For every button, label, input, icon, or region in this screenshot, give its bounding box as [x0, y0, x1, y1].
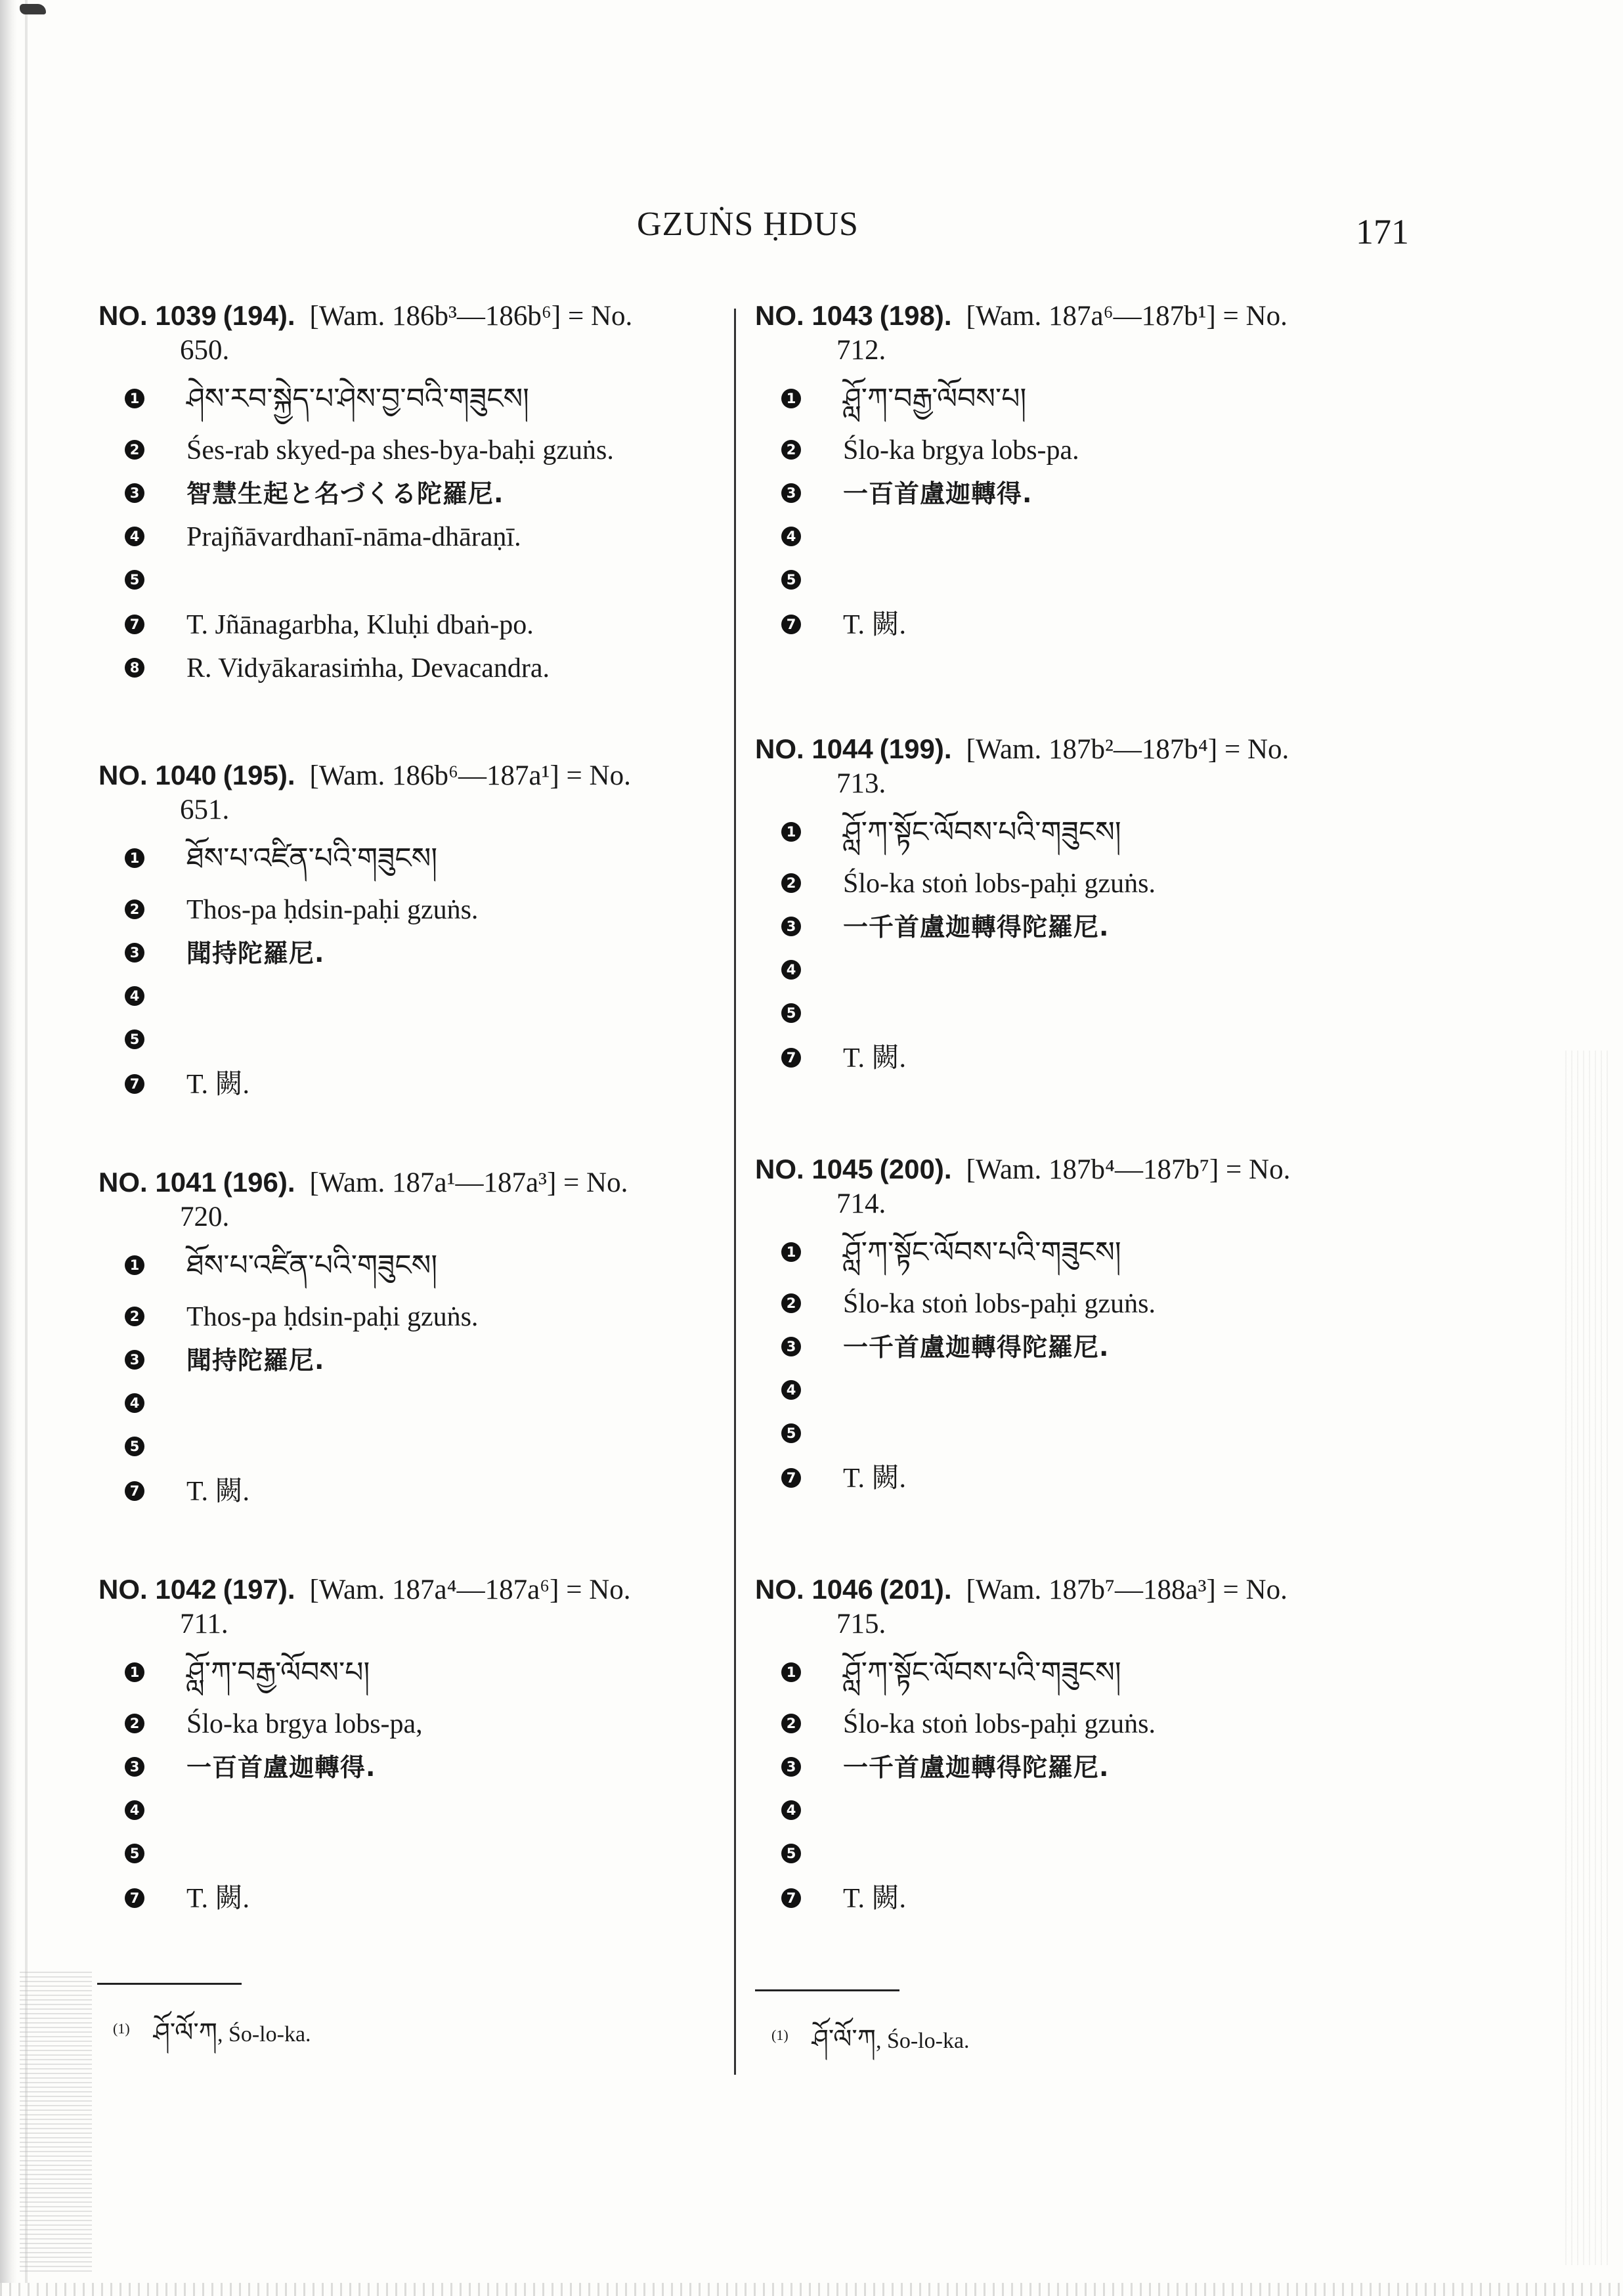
- entry-field-5: [755, 562, 1385, 601]
- item-number-badge: 3: [781, 1757, 801, 1777]
- entry-alt-number: (197).: [223, 1574, 295, 1605]
- entry-field-text: T. 闕.: [843, 610, 907, 640]
- scan-noise: [20, 1970, 92, 2272]
- entry-field-7: [755, 1040, 1385, 1079]
- item-number-badge: 2: [781, 440, 801, 460]
- item-number-badge: 4: [781, 960, 801, 980]
- entry-field-text: T. Jñānagarbha, Kluḥi dbaṅ-po.: [186, 610, 534, 640]
- entry-field-2: [98, 1706, 729, 1745]
- entry-field-3: [98, 1749, 729, 1788]
- footnote-right: $^{(1)}$ ཤོ་ལོ་ཀ, Śo-lo-ka.: [771, 2024, 970, 2054]
- entry-heading: [98, 758, 755, 827]
- footnote-tibetan: ཤོ་ལོ་ཀ: [153, 2018, 217, 2048]
- entry-field-5: [98, 1429, 729, 1468]
- tibetan-title-text: ཤློ་ཀ་སྟོང་ལོབས་པའི་གཟུངས།: [843, 815, 1121, 849]
- item-number-badge: 2: [781, 1293, 801, 1313]
- entry-field-text: Ślo-ka brgya lobs-pa.: [843, 435, 1079, 466]
- item-number-badge: 7: [125, 1074, 144, 1094]
- entry-field-7: [755, 1880, 1385, 1920]
- item-number-badge: 5: [125, 570, 144, 590]
- catalog-entry: [755, 1572, 1412, 1914]
- running-header: GZUṄS ḤDUS: [637, 206, 859, 243]
- item-number-badge: 4: [125, 1393, 144, 1413]
- entry-field-4: [755, 952, 1385, 991]
- entry-field-4: [755, 519, 1385, 558]
- entry-field-7: [755, 607, 1385, 646]
- tibetan-title-text: ཤློ་ཀ་བརྒྱ་ལོབས་པ།: [186, 1656, 370, 1689]
- entry-number: NO. 1040: [98, 760, 217, 791]
- item-number-badge: 4: [781, 1800, 801, 1820]
- entry-reference-cont: 720.: [180, 1202, 230, 1232]
- entry-reference-cont: 715.: [836, 1609, 886, 1639]
- entry-field-7: [98, 1880, 729, 1920]
- entry-field-2: [755, 1286, 1385, 1325]
- entry-field-5: [755, 995, 1385, 1035]
- entry-field-3: [98, 1342, 729, 1381]
- scan-noise-bottom: [0, 2283, 1623, 2296]
- item-number-badge: 5: [781, 1003, 801, 1023]
- item-number-badge: 1: [781, 389, 801, 408]
- tibetan-title-text: ཤློ་ཀ་སྟོང་ལོབས་པའི་གཟུངས།: [843, 1656, 1121, 1689]
- tibetan-title-text: ཤློ་ཀ་བརྒྱ་ལོབས་པ།: [843, 382, 1027, 416]
- entry-tibetan-title: [98, 381, 729, 420]
- item-number-badge: 8: [125, 658, 144, 678]
- entry-reference: [Wam. 186b³—186b⁶] = No.: [309, 301, 633, 332]
- entry-alt-number: (198).: [879, 300, 952, 331]
- footnote-left: $^{(1)}$ ཤོ་ལོ་ཀ, Śo-lo-ka.: [113, 2018, 311, 2048]
- footnote-tibetan: ཤོ་ལོ་ཀ: [812, 2024, 876, 2054]
- entry-field-text: Śes-rab skyed-pa shes-bya-baḥi gzuṅs.: [186, 435, 614, 466]
- entry-field-text: T. 闕.: [186, 1477, 250, 1507]
- entry-field-4: [755, 1792, 1385, 1832]
- entry-field-text: Ślo-ka stoṅ lobs-paḥi gzuṅs.: [843, 869, 1156, 899]
- entry-field-4: [98, 978, 729, 1018]
- footnote-rule: [755, 1989, 899, 1991]
- entry-field-5: [755, 1836, 1385, 1875]
- entry-heading: [755, 1152, 1412, 1221]
- entry-tibetan-title: [98, 840, 729, 880]
- item-number-badge: 2: [125, 899, 144, 919]
- entry-reference: [Wam. 187a¹—187a³] = No.: [309, 1167, 628, 1198]
- item-number-badge: 3: [125, 483, 144, 503]
- entry-field-2: [98, 1299, 729, 1338]
- item-number-badge: 7: [125, 1481, 144, 1501]
- entry-reference-cont: 651.: [180, 794, 230, 825]
- item-number-badge: 1: [781, 1662, 801, 1682]
- entry-field-2: [755, 865, 1385, 905]
- item-number-badge: 1: [125, 1662, 144, 1682]
- tibetan-title-text: ཐོས་པ་འཛིན་པའི་གཟུངས།: [186, 842, 438, 875]
- entry-field-4: [98, 519, 729, 558]
- entry-reference: [Wam. 186b⁶—187a¹] = No.: [309, 760, 631, 791]
- entry-alt-number: (201).: [879, 1574, 952, 1605]
- entry-field-text: Thos-pa ḥdsin-paḥi gzuṅs.: [186, 895, 479, 925]
- entry-field-2: [98, 892, 729, 931]
- scan-edge: [0, 0, 17, 2296]
- item-number-badge: 3: [125, 943, 144, 963]
- entry-reference-cont: 711.: [180, 1609, 228, 1639]
- catalog-entry: [755, 1152, 1412, 1494]
- item-number-badge: 4: [125, 986, 144, 1006]
- tibetan-title-text: ཤེས་རབ་སྐྱེད་པ་ཤེས་བྱ་བའི་གཟུངས།: [186, 382, 529, 416]
- item-number-badge: 5: [125, 1844, 144, 1863]
- item-number-badge: 4: [781, 1380, 801, 1400]
- entry-field-7: [98, 1473, 729, 1513]
- entry-number: NO. 1046: [755, 1574, 873, 1605]
- entry-reference: [Wam. 187b⁷—188a³] = No.: [966, 1574, 1288, 1605]
- entry-reference: [Wam. 187b²—187b⁴] = No.: [966, 734, 1289, 765]
- entry-tibetan-title: [98, 1247, 729, 1287]
- entry-number: NO. 1044: [755, 733, 873, 764]
- entry-reference: [Wam. 187a⁴—187a⁶] = No.: [309, 1574, 631, 1605]
- item-number-badge: 5: [125, 1437, 144, 1456]
- entry-field-2: [755, 1706, 1385, 1745]
- item-number-badge: 4: [781, 527, 801, 546]
- entry-field-text: 一百首盧迦轉得.: [186, 1753, 376, 1782]
- entry-field-2: [98, 432, 729, 471]
- item-number-badge: 5: [125, 1029, 144, 1049]
- item-number-badge: 3: [781, 483, 801, 503]
- scan-edge-line: [25, 0, 28, 2296]
- entry-field-text: T. 闕.: [186, 1070, 250, 1100]
- catalog-entry: [755, 299, 1412, 640]
- item-number-badge: 5: [781, 1423, 801, 1443]
- entry-tibetan-title: [98, 1655, 729, 1694]
- entry-field-text: R. Vidyākarasiṁha, Devacandra.: [186, 653, 550, 683]
- item-number-badge: 4: [125, 1800, 144, 1820]
- entry-tibetan-title: [755, 1234, 1385, 1274]
- item-number-badge: 3: [125, 1757, 144, 1777]
- entry-number: NO. 1045: [755, 1154, 873, 1184]
- entry-field-3: [98, 475, 729, 515]
- entry-field-text: 聞持陀羅尼.: [186, 1346, 325, 1375]
- scan-corner-mark: [20, 4, 46, 14]
- entry-field-4: [98, 1792, 729, 1832]
- entry-field-text: Prajñāvardhanī-nāma-dhāraṇī.: [186, 522, 521, 552]
- page-number: 171: [1356, 212, 1409, 251]
- entry-field-text: Thos-pa ḥdsin-paḥi gzuṅs.: [186, 1302, 479, 1332]
- catalog-entry: [98, 1165, 755, 1507]
- entry-field-5: [98, 1022, 729, 1061]
- item-number-badge: 1: [125, 1255, 144, 1275]
- item-number-badge: 1: [781, 822, 801, 842]
- entry-field-3: [755, 1329, 1385, 1368]
- entry-reference-cont: 650.: [180, 335, 230, 366]
- entry-field-text: 智慧生起と名づくる陀羅尼.: [186, 479, 504, 508]
- entry-field-5: [755, 1416, 1385, 1455]
- item-number-badge: 2: [125, 1307, 144, 1326]
- item-number-badge: 5: [781, 570, 801, 590]
- item-number-badge: 2: [125, 440, 144, 460]
- entry-alt-number: (199).: [879, 733, 952, 764]
- entry-heading: [755, 732, 1412, 801]
- entry-number: NO. 1043: [755, 300, 873, 331]
- item-number-badge: 5: [781, 1844, 801, 1863]
- tibetan-title-text: ཐོས་པ་འཛིན་པའི་གཟུངས།: [186, 1249, 438, 1282]
- entry-field-3: [755, 909, 1385, 948]
- entry-reference-cont: 713.: [836, 768, 886, 799]
- entry-field-7: [98, 607, 729, 646]
- entry-reference-cont: 712.: [836, 335, 886, 366]
- entry-field-text: Ślo-ka stoṅ lobs-paḥi gzuṅs.: [843, 1289, 1156, 1319]
- entry-heading: [98, 299, 755, 368]
- entry-field-7: [755, 1460, 1385, 1500]
- entry-heading: [755, 1572, 1412, 1641]
- item-number-badge: 1: [125, 848, 144, 868]
- entry-reference: [Wam. 187b⁴—187b⁷] = No.: [966, 1154, 1291, 1185]
- item-number-badge: 7: [781, 1468, 801, 1488]
- entry-field-3: [755, 1749, 1385, 1788]
- entry-field-2: [755, 432, 1385, 471]
- catalog-entry: [98, 299, 755, 683]
- catalog-entry: [98, 1572, 755, 1914]
- entry-field-text: T. 闕.: [186, 1884, 250, 1914]
- entry-field-3: [755, 475, 1385, 515]
- catalog-entry: [755, 732, 1412, 1073]
- item-number-badge: 1: [125, 389, 144, 408]
- item-number-badge: 2: [781, 1714, 801, 1733]
- item-number-badge: 3: [781, 917, 801, 936]
- entry-field-text: 一千首盧迦轉得陀羅尼.: [843, 1753, 1110, 1782]
- entry-reference: [Wam. 187a⁶—187b¹] = No.: [966, 301, 1288, 332]
- entry-number: NO. 1041: [98, 1167, 217, 1198]
- entry-field-7: [98, 1066, 729, 1106]
- entry-field-5: [98, 562, 729, 601]
- entry-field-4: [98, 1385, 729, 1425]
- entry-field-8: [98, 650, 729, 689]
- tibetan-title-text: ཤློ་ཀ་སྟོང་ལོབས་པའི་གཟུངས།: [843, 1236, 1121, 1269]
- item-number-badge: 7: [781, 615, 801, 634]
- entry-alt-number: (196).: [223, 1167, 295, 1198]
- entry-tibetan-title: [755, 814, 1385, 854]
- entry-tibetan-title: [755, 381, 1385, 420]
- item-number-badge: 2: [781, 873, 801, 893]
- item-number-badge: 7: [125, 1888, 144, 1908]
- footnote-text: Śo-lo-ka.: [886, 2029, 970, 2053]
- item-number-badge: 2: [125, 1714, 144, 1733]
- entry-field-text: 一千首盧迦轉得陀羅尼.: [843, 913, 1110, 942]
- entry-heading: [98, 1572, 755, 1641]
- entry-field-text: 聞持陀羅尼.: [186, 939, 325, 968]
- entry-field-text: 一百首盧迦轉得.: [843, 479, 1033, 508]
- entry-reference-cont: 714.: [836, 1188, 886, 1219]
- item-number-badge: 7: [125, 615, 144, 634]
- entry-field-text: 一千首盧迦轉得陀羅尼.: [843, 1333, 1110, 1362]
- entry-field-4: [755, 1372, 1385, 1412]
- entry-heading: [98, 1165, 755, 1234]
- entry-tibetan-title: [755, 1655, 1385, 1694]
- item-number-badge: 7: [781, 1888, 801, 1908]
- entry-field-text: T. 闕.: [843, 1884, 907, 1914]
- entry-field-3: [98, 935, 729, 974]
- entry-number: NO. 1042: [98, 1574, 217, 1605]
- entry-heading: [755, 299, 1412, 368]
- item-number-badge: 4: [125, 527, 144, 546]
- footnote-text: Śo-lo-ka.: [228, 2022, 311, 2047]
- item-number-badge: 7: [781, 1048, 801, 1068]
- catalog-entry: [98, 758, 755, 1100]
- entry-field-text: Ślo-ka brgya lobs-pa,: [186, 1709, 423, 1739]
- item-number-badge: 3: [125, 1350, 144, 1370]
- scan-noise-right: [1565, 1051, 1611, 2265]
- entry-field-text: T. 闕.: [843, 1043, 907, 1073]
- entry-field-text: T. 闕.: [843, 1463, 907, 1494]
- entry-alt-number: (194).: [223, 300, 295, 331]
- footnote-rule: [97, 1983, 242, 1985]
- entry-number: NO. 1039: [98, 300, 217, 331]
- entry-alt-number: (195).: [223, 760, 295, 791]
- item-number-badge: 1: [781, 1242, 801, 1262]
- item-number-badge: 3: [781, 1337, 801, 1356]
- entry-alt-number: (200).: [879, 1154, 952, 1184]
- entry-field-5: [98, 1836, 729, 1875]
- entry-field-text: Ślo-ka stoṅ lobs-paḥi gzuṅs.: [843, 1709, 1156, 1739]
